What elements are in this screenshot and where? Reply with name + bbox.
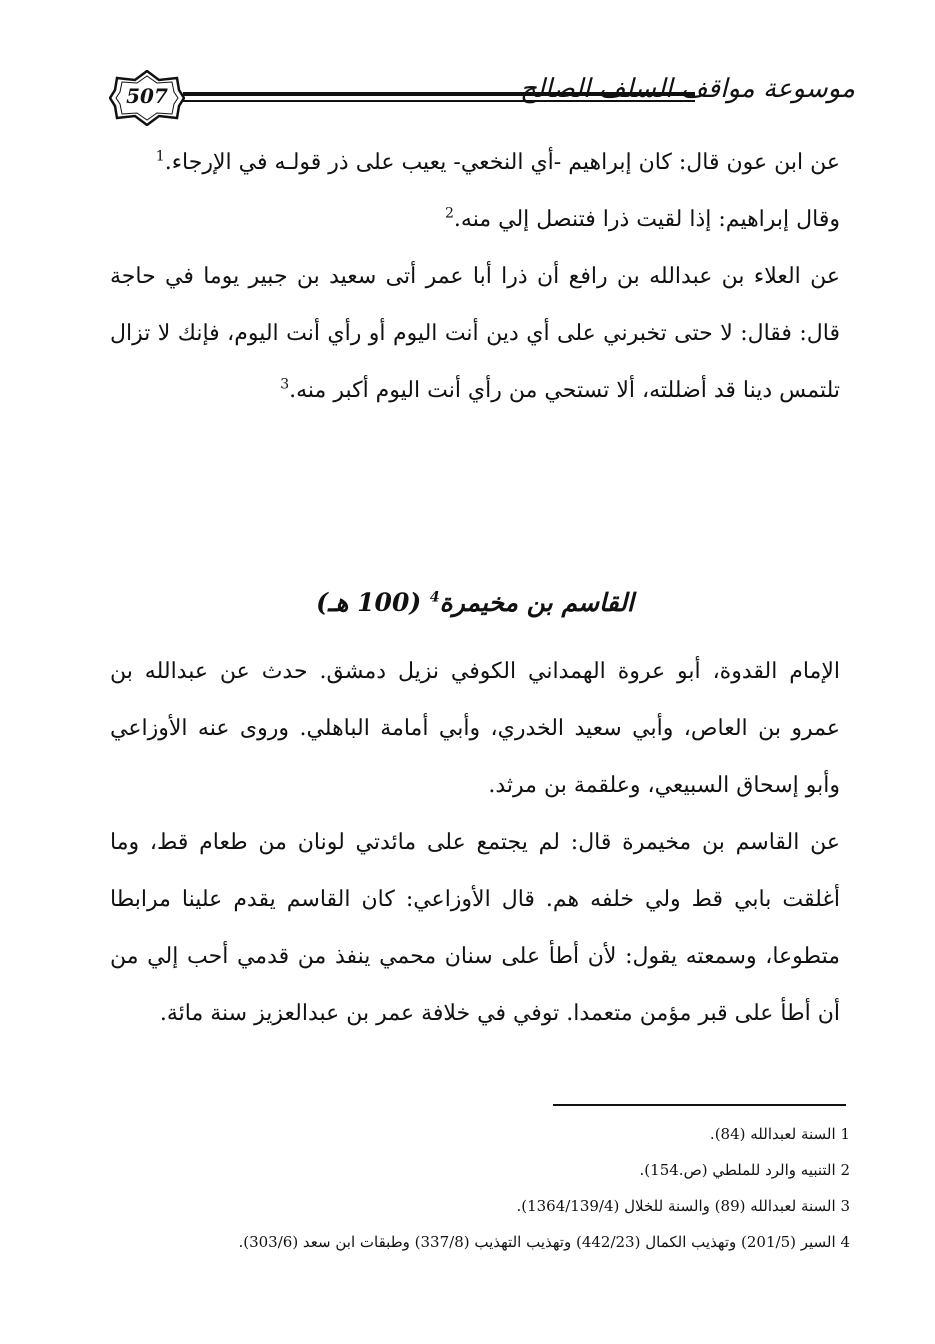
footnote-ref: 4 xyxy=(429,589,440,606)
paragraph-text: عن العلاء بن عبدالله بن رافع أن ذرا أبا عمر أتى سعيد بن جبير يوما في حاجة قال: فقال: لا حتى تخبرني على أي دين أنت اليوم أو رأي أنت اليوم، فإنك لا تزال تلتمس دينا قد أضللته، ألا تستحي من رأي أنت اليوم أكبر منه. xyxy=(110,264,840,403)
paragraph xyxy=(110,248,840,419)
footnote-separator xyxy=(553,1104,846,1106)
page-number-badge xyxy=(109,70,185,126)
footnote-ref: 2 xyxy=(444,205,454,222)
footnote-text: السنة لعبدالله (84). xyxy=(709,1125,836,1143)
footnote-number: 3 xyxy=(840,1197,850,1215)
paragraph xyxy=(110,134,840,191)
footnote-number: 4 xyxy=(840,1233,850,1251)
footnote xyxy=(110,1188,850,1224)
series-title: موسوعة مواقف السلف الصالح xyxy=(520,74,855,104)
footnote xyxy=(110,1152,850,1188)
paragraph: الإمام القدوة، أبو عروة الهمداني الكوفي نزيل دمشق. حدث عن عبدالله بن عمرو بن العاص، وأبي سعيد الخدري، وأبي أمامة الباهلي. وروى عنه الأوزاعي وأبو إسحاق السبيعي، وعلقمة بن مرثد. xyxy=(110,659,840,798)
footnote-text: السير (201/5) وتهذيب الكمال (442/23) وتهذيب التهذيب (337/8) وطبقات ابن سعد (303/6). xyxy=(238,1233,836,1251)
paragraph: عن القاسم بن مخيمرة قال: لم يجتمع على مائدتي لونان من طعام قط، وما أغلقت بابي قط ولي خلفه هم. قال الأوزاعي: كان القاسم يقدم علينا مرابطا متطوعا، وسمعته يقول: لأن أطأ على سنان محمي ينفذ من قدمي أحب إلي من أن أطأ على قبر مؤمن متعمدا. توفي في خلافة عمر بن عبدالعزيز سنة مائة. xyxy=(110,830,840,1026)
footnote-text: السنة لعبدالله (89) والسنة للخلال (1364/139/4). xyxy=(516,1197,836,1215)
footnote-number: 2 xyxy=(840,1161,850,1179)
paragraph-text: وقال إبراهيم: إذا لقيت ذرا فتنصل إلي منه. xyxy=(453,207,840,232)
bottom-text-block xyxy=(110,643,840,1042)
footnote-text: التنبيه والرد للملطي (ص.154). xyxy=(639,1161,836,1179)
footnote-ref: 3 xyxy=(280,376,290,393)
footnote xyxy=(110,1116,850,1152)
page-number: 507 xyxy=(126,84,168,108)
footnote xyxy=(110,1224,850,1260)
heading-date: (100 هـ) xyxy=(316,588,422,617)
section-heading xyxy=(110,588,840,617)
paragraph-text: عن ابن عون قال: كان إبراهيم -أي النخعي- يعيب على ذر قولـه في الإرجاء. xyxy=(164,150,840,175)
heading-name: القاسم بن مخيمرة xyxy=(439,588,634,617)
top-text-block xyxy=(110,134,840,419)
page-header xyxy=(95,68,855,128)
footnote-number: 1 xyxy=(840,1125,850,1143)
footnote-ref: 1 xyxy=(155,148,165,165)
paragraph xyxy=(110,191,840,248)
footnotes xyxy=(110,1116,850,1260)
